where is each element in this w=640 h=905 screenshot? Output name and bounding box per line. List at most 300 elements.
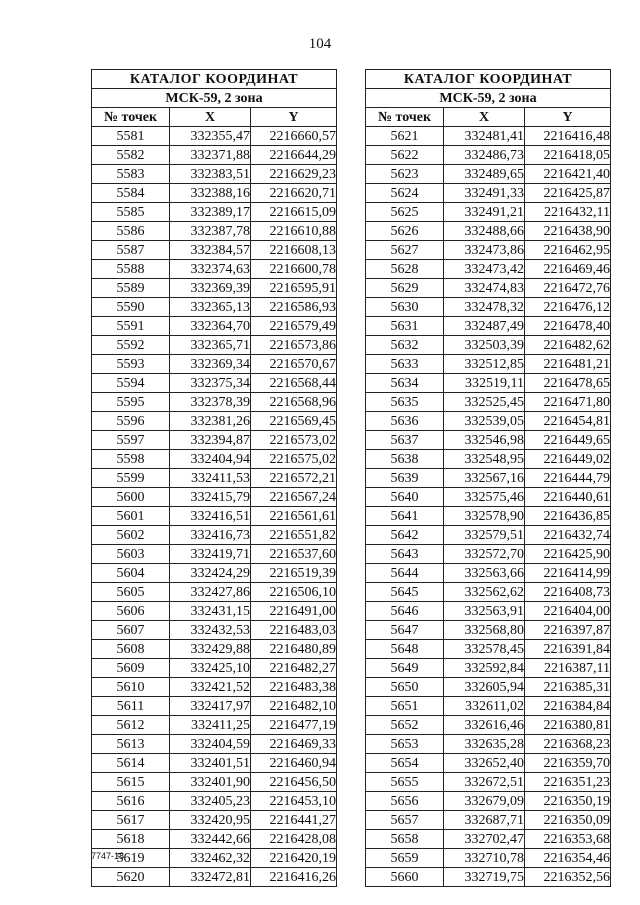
y-coordinate-cell: 2216404,00 [525,602,611,621]
point-number-cell: 5642 [366,526,444,545]
table-row [366,849,611,868]
y-coordinate-cell: 2216561,61 [251,507,337,526]
point-number-cell: 5621 [366,127,444,146]
y-coordinate-cell: 2216350,09 [525,811,611,830]
y-coordinate-cell: 2216420,19 [251,849,337,868]
y-coordinate-cell: 2216414,99 [525,564,611,583]
table-row [92,450,337,469]
table-row [366,279,611,298]
point-number-cell: 5636 [366,412,444,431]
x-coordinate-cell: 332369,39 [170,279,251,298]
table-row [366,564,611,583]
column-header-y: Y [251,108,337,127]
table-row [366,184,611,203]
table-row [92,203,337,222]
y-coordinate-cell: 2216579,49 [251,317,337,336]
table-row [366,735,611,754]
table-row [366,811,611,830]
table-row [92,564,337,583]
point-number-cell: 5591 [92,317,170,336]
y-coordinate-cell: 2216573,02 [251,431,337,450]
point-number-cell: 5613 [92,735,170,754]
x-coordinate-cell: 332546,98 [444,431,525,450]
y-coordinate-cell: 2216350,19 [525,792,611,811]
table-row [92,393,337,412]
point-number-cell: 5583 [92,165,170,184]
point-number-cell: 5610 [92,678,170,697]
y-coordinate-cell: 2216491,00 [251,602,337,621]
x-coordinate-cell: 332365,71 [170,336,251,355]
table-row [92,868,337,887]
table-row [366,241,611,260]
y-coordinate-cell: 2216551,82 [251,526,337,545]
x-coordinate-cell: 332473,86 [444,241,525,260]
point-number-cell: 5600 [92,488,170,507]
table-row [366,716,611,735]
point-number-cell: 5627 [366,241,444,260]
x-coordinate-cell: 332401,90 [170,773,251,792]
point-number-cell: 5646 [366,602,444,621]
y-coordinate-cell: 2216368,23 [525,735,611,754]
point-number-cell: 5624 [366,184,444,203]
y-coordinate-cell: 2216481,21 [525,355,611,374]
point-number-cell: 5619 [92,849,170,868]
table-row [92,336,337,355]
point-number-cell: 5658 [366,830,444,849]
table-row [92,146,337,165]
point-number-cell: 5598 [92,450,170,469]
column-header-point-number: № точек [92,108,170,127]
y-coordinate-cell: 2216572,21 [251,469,337,488]
table-row [92,716,337,735]
table-row [366,621,611,640]
y-coordinate-cell: 2216608,13 [251,241,337,260]
point-number-cell: 5640 [366,488,444,507]
y-coordinate-cell: 2216519,39 [251,564,337,583]
document-code: 7747-18 [91,851,125,861]
table-row [92,773,337,792]
x-coordinate-cell: 332491,21 [444,203,525,222]
table-row [366,583,611,602]
y-coordinate-cell: 2216568,44 [251,374,337,393]
x-coordinate-cell: 332563,91 [444,602,525,621]
x-coordinate-cell: 332389,17 [170,203,251,222]
point-number-cell: 5593 [92,355,170,374]
table-row [92,507,337,526]
x-coordinate-cell: 332427,86 [170,583,251,602]
point-number-cell: 5586 [92,222,170,241]
x-coordinate-cell: 332652,40 [444,754,525,773]
x-coordinate-cell: 332405,23 [170,792,251,811]
y-coordinate-cell: 2216438,90 [525,222,611,241]
y-coordinate-cell: 2216408,73 [525,583,611,602]
point-number-cell: 5626 [366,222,444,241]
x-coordinate-cell: 332481,41 [444,127,525,146]
point-number-cell: 5631 [366,317,444,336]
y-coordinate-cell: 2216385,31 [525,678,611,697]
y-coordinate-cell: 2216397,87 [525,621,611,640]
table-title: КАТАЛОГ КООРДИНАТ [92,70,337,89]
table-row [366,773,611,792]
point-number-cell: 5648 [366,640,444,659]
x-coordinate-cell: 332592,84 [444,659,525,678]
y-coordinate-cell: 2216600,78 [251,260,337,279]
point-number-cell: 5638 [366,450,444,469]
y-coordinate-cell: 2216418,05 [525,146,611,165]
point-number-cell: 5611 [92,697,170,716]
y-coordinate-cell: 2216416,48 [525,127,611,146]
y-coordinate-cell: 2216456,50 [251,773,337,792]
y-coordinate-cell: 2216586,93 [251,298,337,317]
table-row [366,317,611,336]
x-coordinate-cell: 332687,71 [444,811,525,830]
table-row [366,830,611,849]
table-row [92,735,337,754]
table-row [366,697,611,716]
table-row [92,545,337,564]
y-coordinate-cell: 2216462,95 [525,241,611,260]
y-coordinate-cell: 2216380,81 [525,716,611,735]
table-row [92,184,337,203]
y-coordinate-cell: 2216537,60 [251,545,337,564]
point-number-cell: 5588 [92,260,170,279]
point-number-cell: 5641 [366,507,444,526]
point-number-cell: 5634 [366,374,444,393]
point-number-cell: 5590 [92,298,170,317]
y-coordinate-cell: 2216428,08 [251,830,337,849]
x-coordinate-cell: 332575,46 [444,488,525,507]
y-coordinate-cell: 2216615,09 [251,203,337,222]
point-number-cell: 5647 [366,621,444,640]
y-coordinate-cell: 2216620,71 [251,184,337,203]
table-row [92,697,337,716]
point-number-cell: 5656 [366,792,444,811]
point-number-cell: 5607 [92,621,170,640]
y-coordinate-cell: 2216453,10 [251,792,337,811]
x-coordinate-cell: 332387,78 [170,222,251,241]
table-row [92,640,337,659]
table-row [92,754,337,773]
y-coordinate-cell: 2216387,11 [525,659,611,678]
point-number-cell: 5596 [92,412,170,431]
table-row [366,336,611,355]
point-number-cell: 5597 [92,431,170,450]
x-coordinate-cell: 332563,66 [444,564,525,583]
y-coordinate-cell: 2216610,88 [251,222,337,241]
point-number-cell: 5650 [366,678,444,697]
y-coordinate-cell: 2216352,56 [525,868,611,887]
table-row [366,127,611,146]
column-header-point-number: № точек [366,108,444,127]
point-number-cell: 5595 [92,393,170,412]
x-coordinate-cell: 332365,13 [170,298,251,317]
x-coordinate-cell: 332394,87 [170,431,251,450]
y-coordinate-cell: 2216477,19 [251,716,337,735]
page-number: 104 [308,36,332,52]
y-coordinate-cell: 2216472,76 [525,279,611,298]
point-number-cell: 5605 [92,583,170,602]
point-number-cell: 5657 [366,811,444,830]
y-coordinate-cell: 2216568,96 [251,393,337,412]
table-row [92,830,337,849]
y-coordinate-cell: 2216416,26 [251,868,337,887]
x-coordinate-cell: 332415,79 [170,488,251,507]
y-coordinate-cell: 2216391,84 [525,640,611,659]
point-number-cell: 5620 [92,868,170,887]
point-number-cell: 5599 [92,469,170,488]
x-coordinate-cell: 332486,73 [444,146,525,165]
x-coordinate-cell: 332488,66 [444,222,525,241]
table-row [366,754,611,773]
x-coordinate-cell: 332378,39 [170,393,251,412]
y-coordinate-cell: 2216483,38 [251,678,337,697]
point-number-cell: 5633 [366,355,444,374]
x-coordinate-cell: 332369,34 [170,355,251,374]
x-coordinate-cell: 332416,51 [170,507,251,526]
table-row [92,659,337,678]
point-number-cell: 5655 [366,773,444,792]
x-coordinate-cell: 332417,97 [170,697,251,716]
table-row [92,811,337,830]
point-number-cell: 5585 [92,203,170,222]
table-row [92,469,337,488]
table-row [92,621,337,640]
x-coordinate-cell: 332424,29 [170,564,251,583]
x-coordinate-cell: 332578,90 [444,507,525,526]
table-row [366,507,611,526]
table-row [366,792,611,811]
table-row [92,127,337,146]
point-number-cell: 5606 [92,602,170,621]
y-coordinate-cell: 2216629,23 [251,165,337,184]
point-number-cell: 5652 [366,716,444,735]
point-number-cell: 5628 [366,260,444,279]
table-row [366,260,611,279]
table-row [92,165,337,184]
point-number-cell: 5603 [92,545,170,564]
x-coordinate-cell: 332404,94 [170,450,251,469]
x-coordinate-cell: 332616,46 [444,716,525,735]
y-coordinate-cell: 2216440,61 [525,488,611,507]
x-coordinate-cell: 332429,88 [170,640,251,659]
table-row [92,298,337,317]
y-coordinate-cell: 2216425,90 [525,545,611,564]
table-row [92,260,337,279]
table-row [92,488,337,507]
y-coordinate-cell: 2216471,80 [525,393,611,412]
table-row [366,469,611,488]
x-coordinate-cell: 332579,51 [444,526,525,545]
x-coordinate-cell: 332702,47 [444,830,525,849]
x-coordinate-cell: 332431,15 [170,602,251,621]
x-coordinate-cell: 332539,05 [444,412,525,431]
y-coordinate-cell: 2216575,02 [251,450,337,469]
point-number-cell: 5589 [92,279,170,298]
point-number-cell: 5635 [366,393,444,412]
x-coordinate-cell: 332462,32 [170,849,251,868]
x-coordinate-cell: 332474,83 [444,279,525,298]
point-number-cell: 5618 [92,830,170,849]
point-number-cell: 5659 [366,849,444,868]
x-coordinate-cell: 332425,10 [170,659,251,678]
y-coordinate-cell: 2216469,33 [251,735,337,754]
y-coordinate-cell: 2216476,12 [525,298,611,317]
point-number-cell: 5592 [92,336,170,355]
point-number-cell: 5615 [92,773,170,792]
x-coordinate-cell: 332388,16 [170,184,251,203]
table-row [366,374,611,393]
y-coordinate-cell: 2216351,23 [525,773,611,792]
x-coordinate-cell: 332375,34 [170,374,251,393]
y-coordinate-cell: 2216441,27 [251,811,337,830]
point-number-cell: 5639 [366,469,444,488]
column-header-x: X [444,108,525,127]
point-number-cell: 5616 [92,792,170,811]
y-coordinate-cell: 2216432,74 [525,526,611,545]
table-row [92,279,337,298]
point-number-cell: 5601 [92,507,170,526]
x-coordinate-cell: 332416,73 [170,526,251,545]
table-row [92,374,337,393]
y-coordinate-cell: 2216436,85 [525,507,611,526]
point-number-cell: 5584 [92,184,170,203]
x-coordinate-cell: 332710,78 [444,849,525,868]
x-coordinate-cell: 332364,70 [170,317,251,336]
table-row [366,165,611,184]
y-coordinate-cell: 2216660,57 [251,127,337,146]
x-coordinate-cell: 332548,95 [444,450,525,469]
x-coordinate-cell: 332672,51 [444,773,525,792]
y-coordinate-cell: 2216425,87 [525,184,611,203]
y-coordinate-cell: 2216644,29 [251,146,337,165]
x-coordinate-cell: 332525,45 [444,393,525,412]
y-coordinate-cell: 2216449,65 [525,431,611,450]
table-row [92,526,337,545]
table-row [92,602,337,621]
point-number-cell: 5625 [366,203,444,222]
table-row [366,526,611,545]
table-row [366,868,611,887]
y-coordinate-cell: 2216354,46 [525,849,611,868]
x-coordinate-cell: 332442,66 [170,830,251,849]
coordinate-catalog-table-right [365,69,611,887]
x-coordinate-cell: 332432,53 [170,621,251,640]
coordinate-catalog-table-left [91,69,337,887]
x-coordinate-cell: 332401,51 [170,754,251,773]
x-coordinate-cell: 332611,02 [444,697,525,716]
table-row [366,659,611,678]
table-row [366,222,611,241]
table-row [366,602,611,621]
x-coordinate-cell: 332512,85 [444,355,525,374]
point-number-cell: 5604 [92,564,170,583]
x-coordinate-cell: 332419,71 [170,545,251,564]
table-row [366,545,611,564]
y-coordinate-cell: 2216569,45 [251,412,337,431]
x-coordinate-cell: 332383,51 [170,165,251,184]
x-coordinate-cell: 332635,28 [444,735,525,754]
y-coordinate-cell: 2216353,68 [525,830,611,849]
table-row [92,412,337,431]
table-body [92,127,337,887]
x-coordinate-cell: 332489,65 [444,165,525,184]
point-number-cell: 5645 [366,583,444,602]
x-coordinate-cell: 332371,88 [170,146,251,165]
y-coordinate-cell: 2216567,24 [251,488,337,507]
x-coordinate-cell: 332562,62 [444,583,525,602]
x-coordinate-cell: 332719,75 [444,868,525,887]
x-coordinate-cell: 332473,42 [444,260,525,279]
table-subtitle: МСК-59, 2 зона [92,89,337,108]
x-coordinate-cell: 332411,25 [170,716,251,735]
point-number-cell: 5582 [92,146,170,165]
table-row [366,203,611,222]
table-row [366,431,611,450]
point-number-cell: 5643 [366,545,444,564]
table-row [366,678,611,697]
table-row [92,583,337,602]
x-coordinate-cell: 332679,09 [444,792,525,811]
y-coordinate-cell: 2216478,65 [525,374,611,393]
table-row [366,355,611,374]
table-row [92,241,337,260]
point-number-cell: 5594 [92,374,170,393]
x-coordinate-cell: 332355,47 [170,127,251,146]
x-coordinate-cell: 332567,16 [444,469,525,488]
x-coordinate-cell: 332572,70 [444,545,525,564]
point-number-cell: 5617 [92,811,170,830]
point-number-cell: 5637 [366,431,444,450]
point-number-cell: 5608 [92,640,170,659]
x-coordinate-cell: 332605,94 [444,678,525,697]
x-coordinate-cell: 332404,59 [170,735,251,754]
table-row [92,222,337,241]
x-coordinate-cell: 332568,80 [444,621,525,640]
x-coordinate-cell: 332381,26 [170,412,251,431]
column-header-y: Y [525,108,611,127]
point-number-cell: 5629 [366,279,444,298]
point-number-cell: 5614 [92,754,170,773]
y-coordinate-cell: 2216460,94 [251,754,337,773]
y-coordinate-cell: 2216482,10 [251,697,337,716]
column-header-x: X [170,108,251,127]
table-row [366,412,611,431]
table-row [366,640,611,659]
table-row [92,678,337,697]
x-coordinate-cell: 332487,49 [444,317,525,336]
point-number-cell: 5602 [92,526,170,545]
point-number-cell: 5587 [92,241,170,260]
table-subtitle: МСК-59, 2 зона [366,89,611,108]
table-row [92,849,337,868]
point-number-cell: 5644 [366,564,444,583]
x-coordinate-cell: 332472,81 [170,868,251,887]
y-coordinate-cell: 2216454,81 [525,412,611,431]
table-row [92,792,337,811]
table-row [366,146,611,165]
table-row [366,450,611,469]
point-number-cell: 5660 [366,868,444,887]
x-coordinate-cell: 332420,95 [170,811,251,830]
y-coordinate-cell: 2216478,40 [525,317,611,336]
point-number-cell: 5630 [366,298,444,317]
x-coordinate-cell: 332519,11 [444,374,525,393]
y-coordinate-cell: 2216421,40 [525,165,611,184]
table-row [366,298,611,317]
y-coordinate-cell: 2216595,91 [251,279,337,298]
y-coordinate-cell: 2216359,70 [525,754,611,773]
point-number-cell: 5623 [366,165,444,184]
